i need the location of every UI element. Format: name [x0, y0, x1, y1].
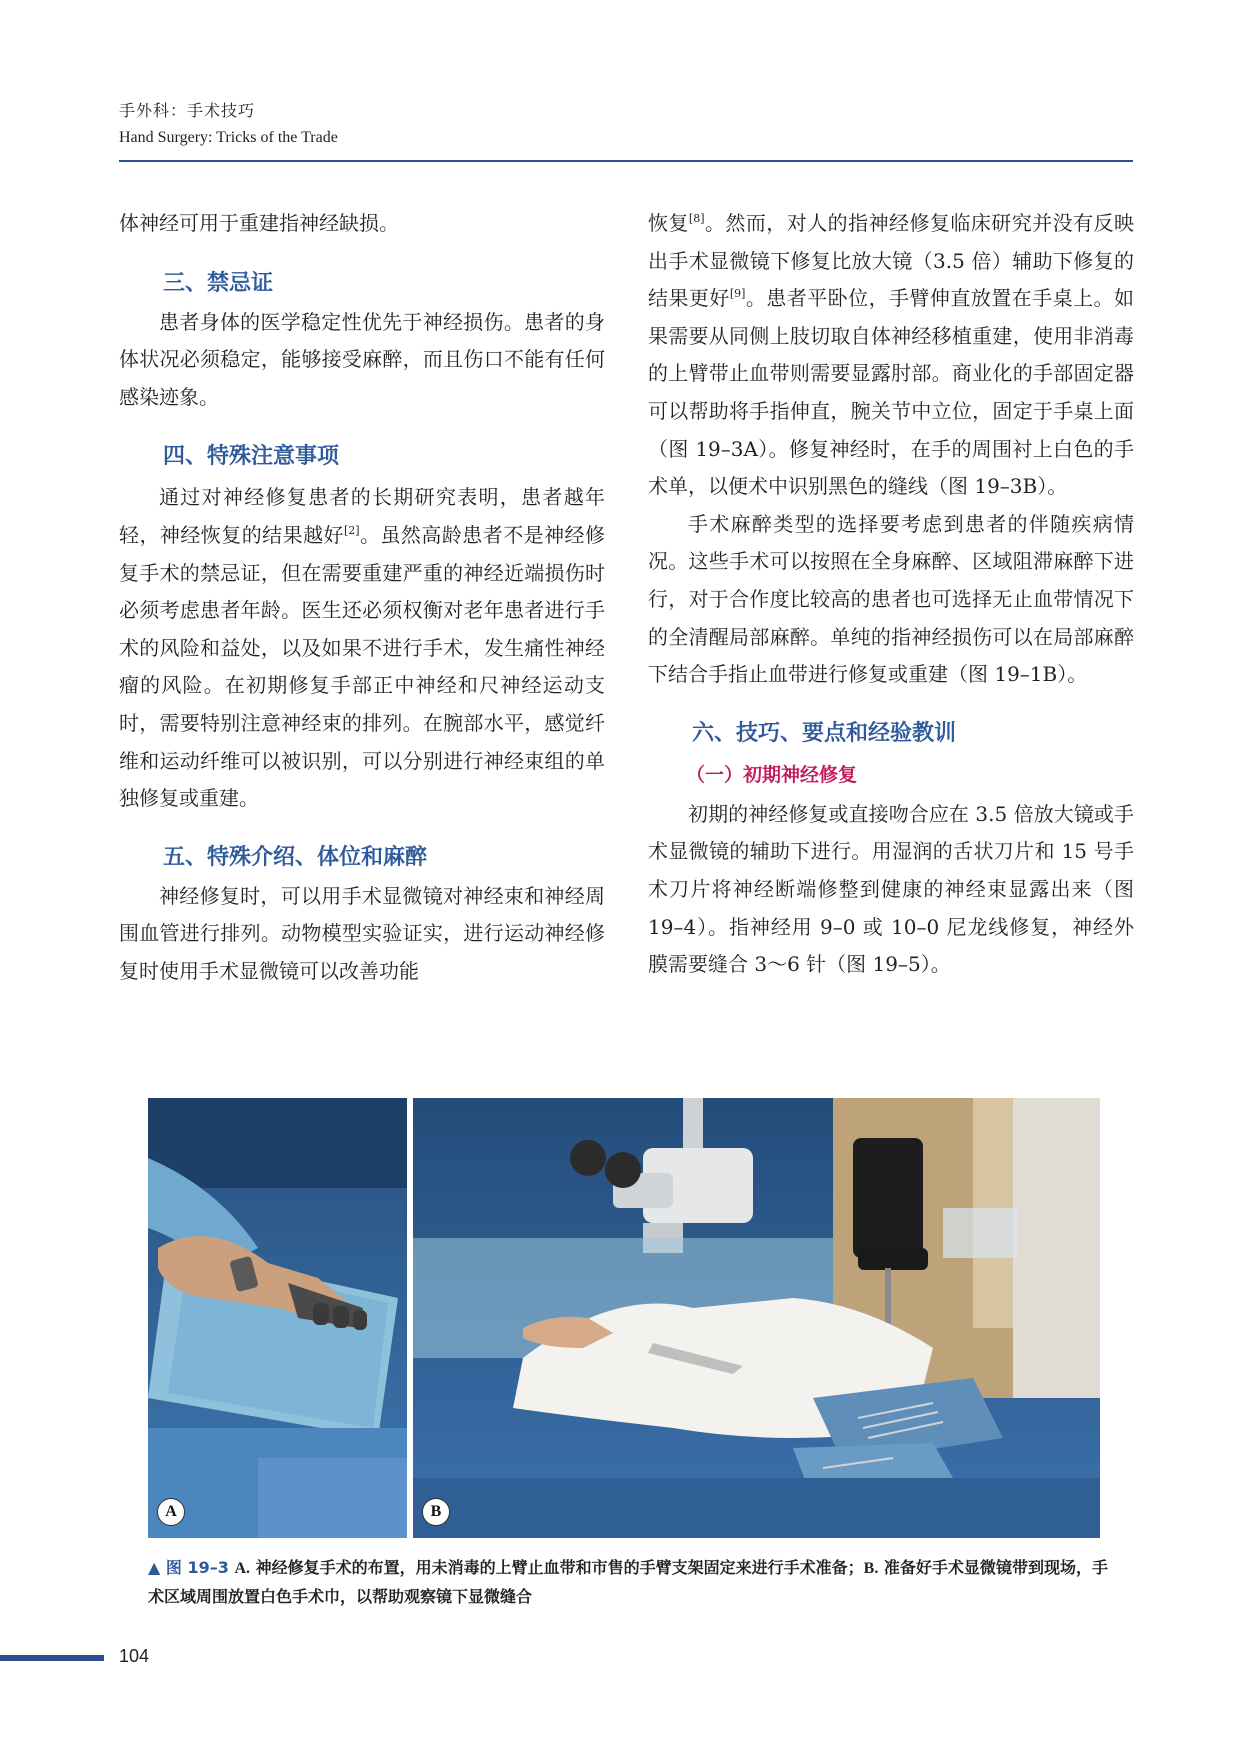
- paragraph-text: 恢复: [648, 211, 689, 235]
- positioning-paragraph: 神经修复时，可以用手术显微镜对神经束和神经周围血管进行排列。动物模型实验证实，进行运动神经修复时使用手术显微镜可以改善功能: [119, 883, 605, 983]
- paragraph-text: 。然而，对人的指神经修复临床研究并没有反映出手术显微镜下修复比放大镜（3.5 倍）辅助下修复的结果更好: [648, 211, 1135, 311]
- header-divider: [119, 160, 1133, 162]
- caption-text-b: 准备好手术显微镜带到现场，手术区域周围放置白色手术巾，以帮助观察镜下显微缝合: [148, 1558, 1108, 1606]
- hand-on-table-photo: [148, 1098, 407, 1538]
- contraindications-paragraph: 患者身体的医学稳定性优先于神经损伤。患者的身体状况必须稳定，能够接受麻醉，而且伤口不能有任何感染迹象。: [119, 309, 605, 409]
- photo-panel-a: [148, 1098, 407, 1538]
- heading-positioning-anesthesia: 五、特殊介绍、体位和麻醉: [163, 844, 428, 870]
- citation-ref: [8]: [688, 212, 705, 225]
- footer-accent-bar: [0, 1655, 104, 1661]
- continued-paragraph: [648, 205, 1134, 506]
- caption-text-a: 神经修复手术的布置，用未消毒的上臂止血带和市售的手臂支架固定来进行手术准备；: [255, 1558, 864, 1577]
- caption-figure-number: ▲ 图 19–3: [148, 1558, 229, 1577]
- header-title-cn: 手外科：手术技巧: [119, 101, 256, 120]
- right-column: [648, 205, 1134, 984]
- paragraph-text: 。患者平卧位，手臂伸直放置在手桌上。如果需要从同侧上肢切取自体神经移植重建，使用非消毒的上臂带止血带则需要显露肘部。商业化的手部固定器可以帮助将手指伸直，腕关节中立位，固定于手桌上面（图 19–3A）。修复神经时，在手的周围衬上白色的手术单，以便术中识别黑色的缝线（图 19–3B）。: [648, 286, 1135, 499]
- panel-label-a: A: [157, 1498, 185, 1526]
- figure-caption: [148, 1554, 1108, 1611]
- left-column: [119, 205, 605, 991]
- special-considerations-paragraph: [119, 479, 605, 817]
- citation-ref: [2]: [343, 523, 360, 537]
- panel-label-b: B: [422, 1498, 450, 1526]
- intro-line: 体神经可用于重建指神经缺损。: [119, 211, 399, 235]
- citation-ref: [9]: [729, 287, 746, 301]
- header-title-en: Hand Surgery: Tricks of the Trade: [119, 129, 338, 146]
- subheading-primary-repair: （一）初期神经修复: [686, 763, 858, 786]
- caption-label-a: A.: [234, 1560, 250, 1577]
- heading-contraindications: 三、禁忌证: [163, 270, 274, 296]
- running-header: [119, 98, 338, 147]
- heading-tips-pearls: 六、技巧、要点和经验教训: [692, 720, 957, 746]
- caption-label-b: B.: [863, 1560, 879, 1577]
- paragraph-text: 通过对神经修复患者的长期研究表明，患者越年轻，神经恢复的结果越好: [119, 485, 605, 547]
- primary-repair-paragraph: 初期的神经修复或直接吻合应在 3.5 倍放大镜或手术显微镜的辅助下进行。用湿润的舌状刀片和 15 号手术刀片将神经断端修整到健康的神经束显露出来（图 19–4）。指神经用 9–0 或 10–0 尼龙线修复，神经外膜需要缝合 3～6 针（图 19–5）。: [648, 801, 1134, 977]
- page-number: 104: [119, 1646, 150, 1666]
- photo-panel-b: [413, 1098, 1100, 1538]
- microscope-setup-photo: [413, 1098, 1100, 1538]
- figure-19-3: [148, 1098, 1100, 1538]
- paragraph-text: 。虽然高龄患者不是神经修复手术的禁忌证，但在需要重建严重的神经近端损伤时必须考虑患者年龄。医生还必须权衡对老年患者进行手术的风险和益处，以及如果不进行手术，发生痛性神经瘤的风险。在初期修复手部正中神经和尺神经运动支时，需要特别注意神经束的排列。在腕部水平，感觉纤维和运动纤维可以被识别，可以分别进行神经束组的单独修复或重建。: [119, 522, 606, 811]
- anesthesia-paragraph: 手术麻醉类型的选择要考虑到患者的伴随疾病情况。这些手术可以按照在全身麻醉、区域阻滞麻醉下进行，对于合作度比较高的患者也可选择无止血带情况下的全清醒局部麻醉。单纯的指神经损伤可以在局部麻醉下结合手指止血带进行修复或重建（图 19–1B）。: [648, 511, 1134, 687]
- heading-special-considerations: 四、特殊注意事项: [163, 444, 340, 470]
